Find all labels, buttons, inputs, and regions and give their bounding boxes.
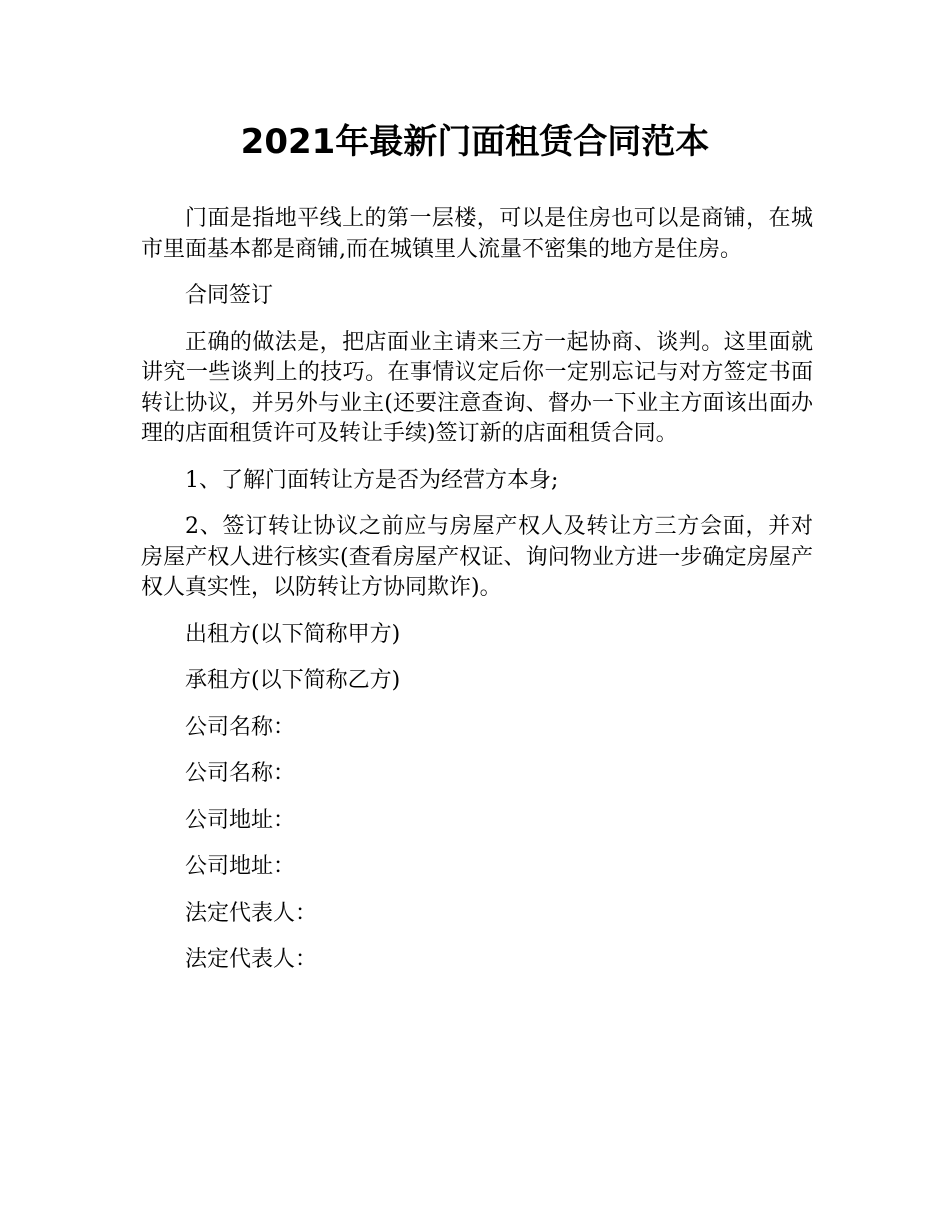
paragraph-lessee: 承租方(以下简称乙方) — [185, 668, 401, 693]
paragraph-section-heading: 合同签订 — [185, 283, 274, 308]
field-legal-representative-a: 法定代表人： — [185, 900, 318, 926]
document-body — [141, 204, 813, 992]
paragraph-intro: 门面是指地平线上的第一层楼，可以是住房也可以是商铺，在城市里面基本都是商铺,而在城镇里人流量不密集的地方是住房。 — [141, 206, 813, 262]
field-company-name-b: 公司名称： — [185, 761, 296, 786]
paragraph-item-2: 2、签订转让协议之前应与房屋产权人及转让方三方会面，并对房屋产权人进行核实(查看房屋产权证、询问物业方进一步确定房屋产权人真实性，以防转让方协同欺诈)。 — [141, 514, 813, 600]
paragraph-method: 正确的做法是，把店面业主请来三方一起协商、谈判。这里面就讲究一些谈判上的技巧。在事情议定后你一定别忘记与对方签定书面转让协议，并另外与业主(还要注意查询、督办一下业主方面该出面办理的店面租赁许可及转让手续)签订新的店面租赁合同。 — [141, 329, 813, 446]
field-company-name-a: 公司名称： — [185, 714, 296, 740]
field-legal-representative-b: 法定代表人： — [185, 947, 318, 972]
field-company-address-a: 公司地址： — [185, 807, 296, 833]
document-title: 2021年最新门面租赁合同范本 — [240, 122, 710, 162]
field-company-address-b: 公司地址： — [185, 854, 296, 879]
paragraph-item-1: 1、了解门面转让方是否为经营方本身; — [185, 467, 559, 493]
paragraph-lessor: 出租方(以下简称甲方) — [185, 621, 401, 647]
